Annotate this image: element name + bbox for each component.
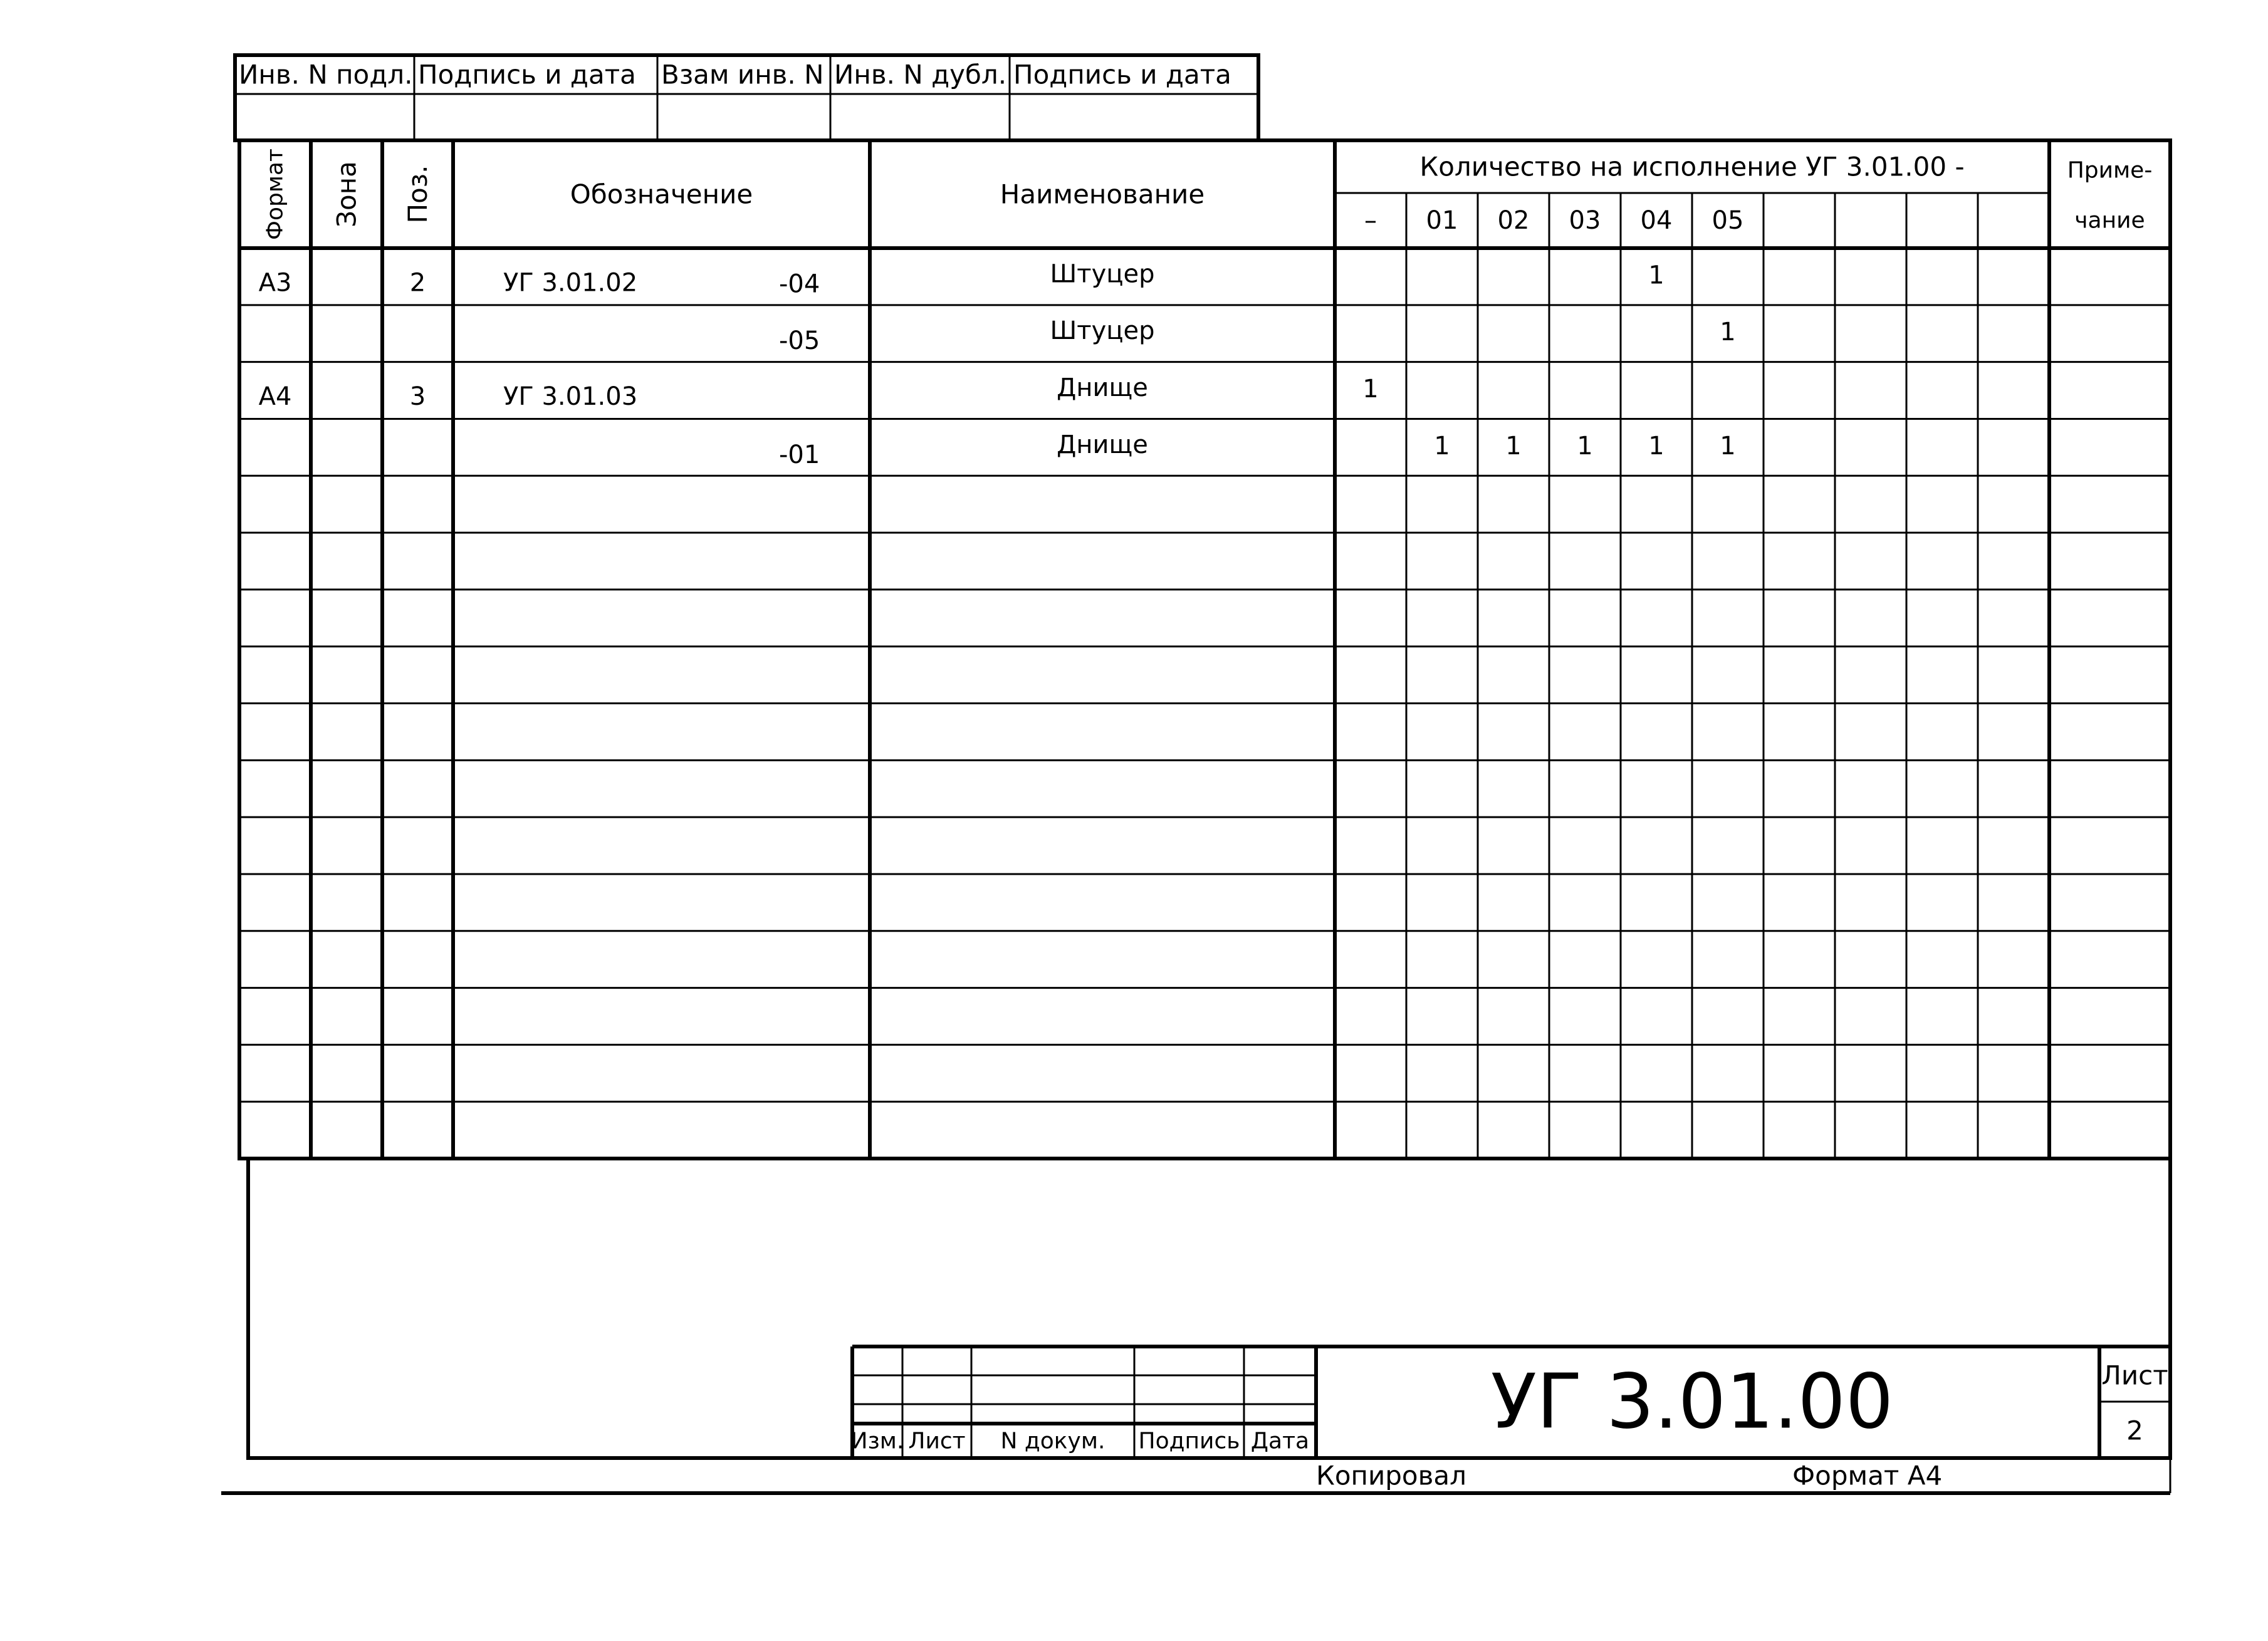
header-format: Формат	[262, 148, 288, 241]
cell-name: Днище	[1057, 430, 1148, 459]
cell-name: Штуцер	[1050, 259, 1155, 289]
footer-copied: Копировал	[1316, 1460, 1466, 1491]
header-variant: 02	[1497, 206, 1530, 235]
cell-quantity: 1	[1577, 431, 1593, 461]
cell-format: А4	[258, 382, 292, 412]
header-note-line2: чание	[2074, 207, 2145, 234]
archive-label: Инв. N дубл.	[834, 59, 1007, 90]
cell-designation-suffix: -04	[779, 269, 820, 299]
cell-quantity: 1	[1505, 431, 1522, 461]
rev-label: Изм.	[850, 1428, 904, 1454]
archive-label: Взам инв. N	[661, 59, 824, 90]
header-pos: Поз.	[402, 165, 433, 224]
header-note-line1: Приме-	[2067, 157, 2153, 184]
archive-label: Инв. N подл.	[239, 59, 413, 90]
cell-pos: 2	[409, 268, 426, 298]
cell-quantity: 1	[1720, 431, 1736, 461]
header-zone: Зона	[331, 161, 362, 227]
rev-label: Подпись	[1138, 1428, 1240, 1454]
cell-designation-code: УГ 3.01.03	[503, 382, 638, 412]
header-variant: 03	[1569, 206, 1601, 235]
cell-quantity: 1	[1362, 375, 1379, 404]
document-number: УГ 3.01.00	[1490, 1358, 1894, 1446]
cell-designation-suffix: -05	[779, 326, 820, 356]
cell-name: Штуцер	[1050, 316, 1155, 346]
header-quantity: Количество на исполнение УГ 3.01.00 -	[1419, 151, 1965, 182]
cell-designation-code: УГ 3.01.02	[503, 268, 638, 298]
header-name: Наименование	[1000, 179, 1205, 210]
cell-quantity: 1	[1434, 431, 1450, 461]
archive-label: Подпись и дата	[1013, 59, 1231, 90]
rev-label: Дата	[1250, 1428, 1310, 1454]
header-variant: 01	[1426, 206, 1458, 235]
cell-quantity: 1	[1720, 318, 1736, 347]
cell-quantity: 1	[1648, 261, 1664, 290]
sheet-number: 2	[2126, 1415, 2143, 1446]
cell-quantity: 1	[1648, 431, 1664, 461]
header-designation: Обозначение	[570, 179, 753, 210]
cell-name: Днище	[1057, 373, 1148, 403]
cell-designation-suffix: -01	[779, 440, 820, 469]
header-variant: 05	[1711, 206, 1744, 235]
header-variant: 04	[1640, 206, 1673, 235]
cell-format: А3	[258, 268, 292, 298]
rev-label: N докум.	[1000, 1428, 1105, 1454]
rev-label: Лист	[908, 1428, 966, 1454]
footer-format: Формат А4	[1792, 1460, 1943, 1491]
archive-label: Подпись и дата	[418, 59, 636, 90]
sheet-label: Лист	[2101, 1360, 2168, 1391]
header-variant: –	[1364, 206, 1377, 235]
cell-pos: 3	[409, 382, 426, 412]
